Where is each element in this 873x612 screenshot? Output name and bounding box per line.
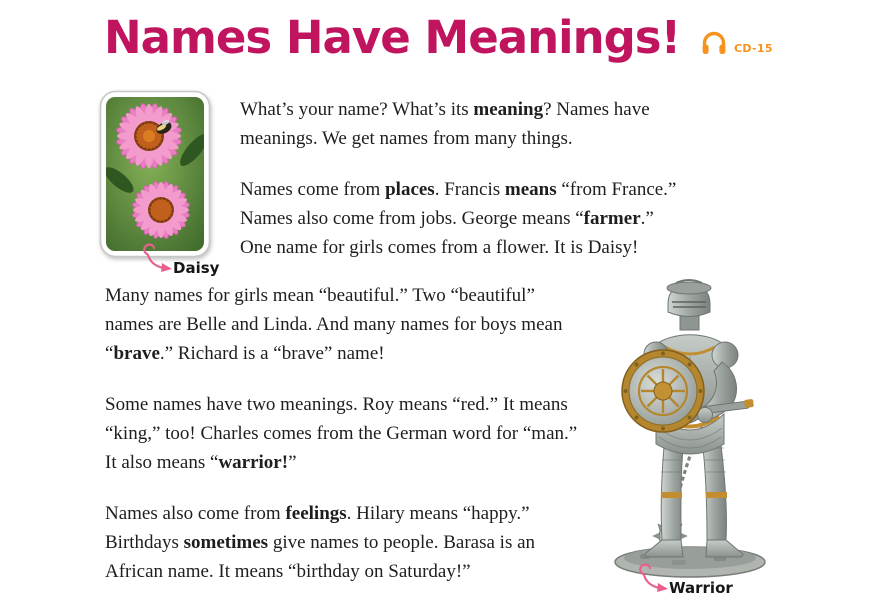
audio-track-label: CD-15 xyxy=(734,42,773,55)
paragraph-1 xyxy=(240,95,650,153)
text-line: Names come from places. Francis means “from France.” xyxy=(240,179,677,200)
paragraph-4 xyxy=(105,390,577,477)
paragraph-3 xyxy=(105,281,562,368)
text-line: One name for girls comes from a flower. It is Daisy! xyxy=(240,237,639,258)
text-line: “brave.” Richard is a “brave” name! xyxy=(105,343,385,364)
text-line: Some names have two meanings. Roy means “red.” It means xyxy=(105,394,568,415)
paragraph-5 xyxy=(105,499,535,586)
headphones-icon xyxy=(701,30,727,61)
text-line: It also means “warrior!” xyxy=(105,452,297,473)
text-line: What’s your name? What’s its meaning? Names have xyxy=(240,99,650,120)
paragraph-2 xyxy=(240,175,676,262)
text-line: African name. It means “birthday on Saturday!” xyxy=(105,561,471,582)
warrior-caption: Warrior xyxy=(669,579,733,597)
text-line: Names also come from jobs. George means “farmer.” xyxy=(240,208,654,229)
daisy-photo xyxy=(99,90,211,263)
daisy-caption: Daisy xyxy=(173,259,220,277)
text-line: Birthdays sometimes give names to people. Barasa is an xyxy=(105,532,536,553)
audio-badge xyxy=(701,30,773,61)
page-title: Names Have Meanings! xyxy=(104,11,681,64)
text-line: “king,” too! Charles comes from the German word for “man.” xyxy=(105,423,578,444)
text-line: names are Belle and Linda. And many names for boys mean xyxy=(105,314,563,335)
text-line: meanings. We get names from many things. xyxy=(240,128,573,149)
text-line: Names also come from feelings. Hilary means “happy.” xyxy=(105,503,530,524)
warrior-figurine-image xyxy=(606,276,771,591)
daisy-arrow-icon xyxy=(138,243,174,278)
warrior-arrow-icon xyxy=(634,563,670,598)
text-line: Many names for girls mean “beautiful.” Two “beautiful” xyxy=(105,285,535,306)
